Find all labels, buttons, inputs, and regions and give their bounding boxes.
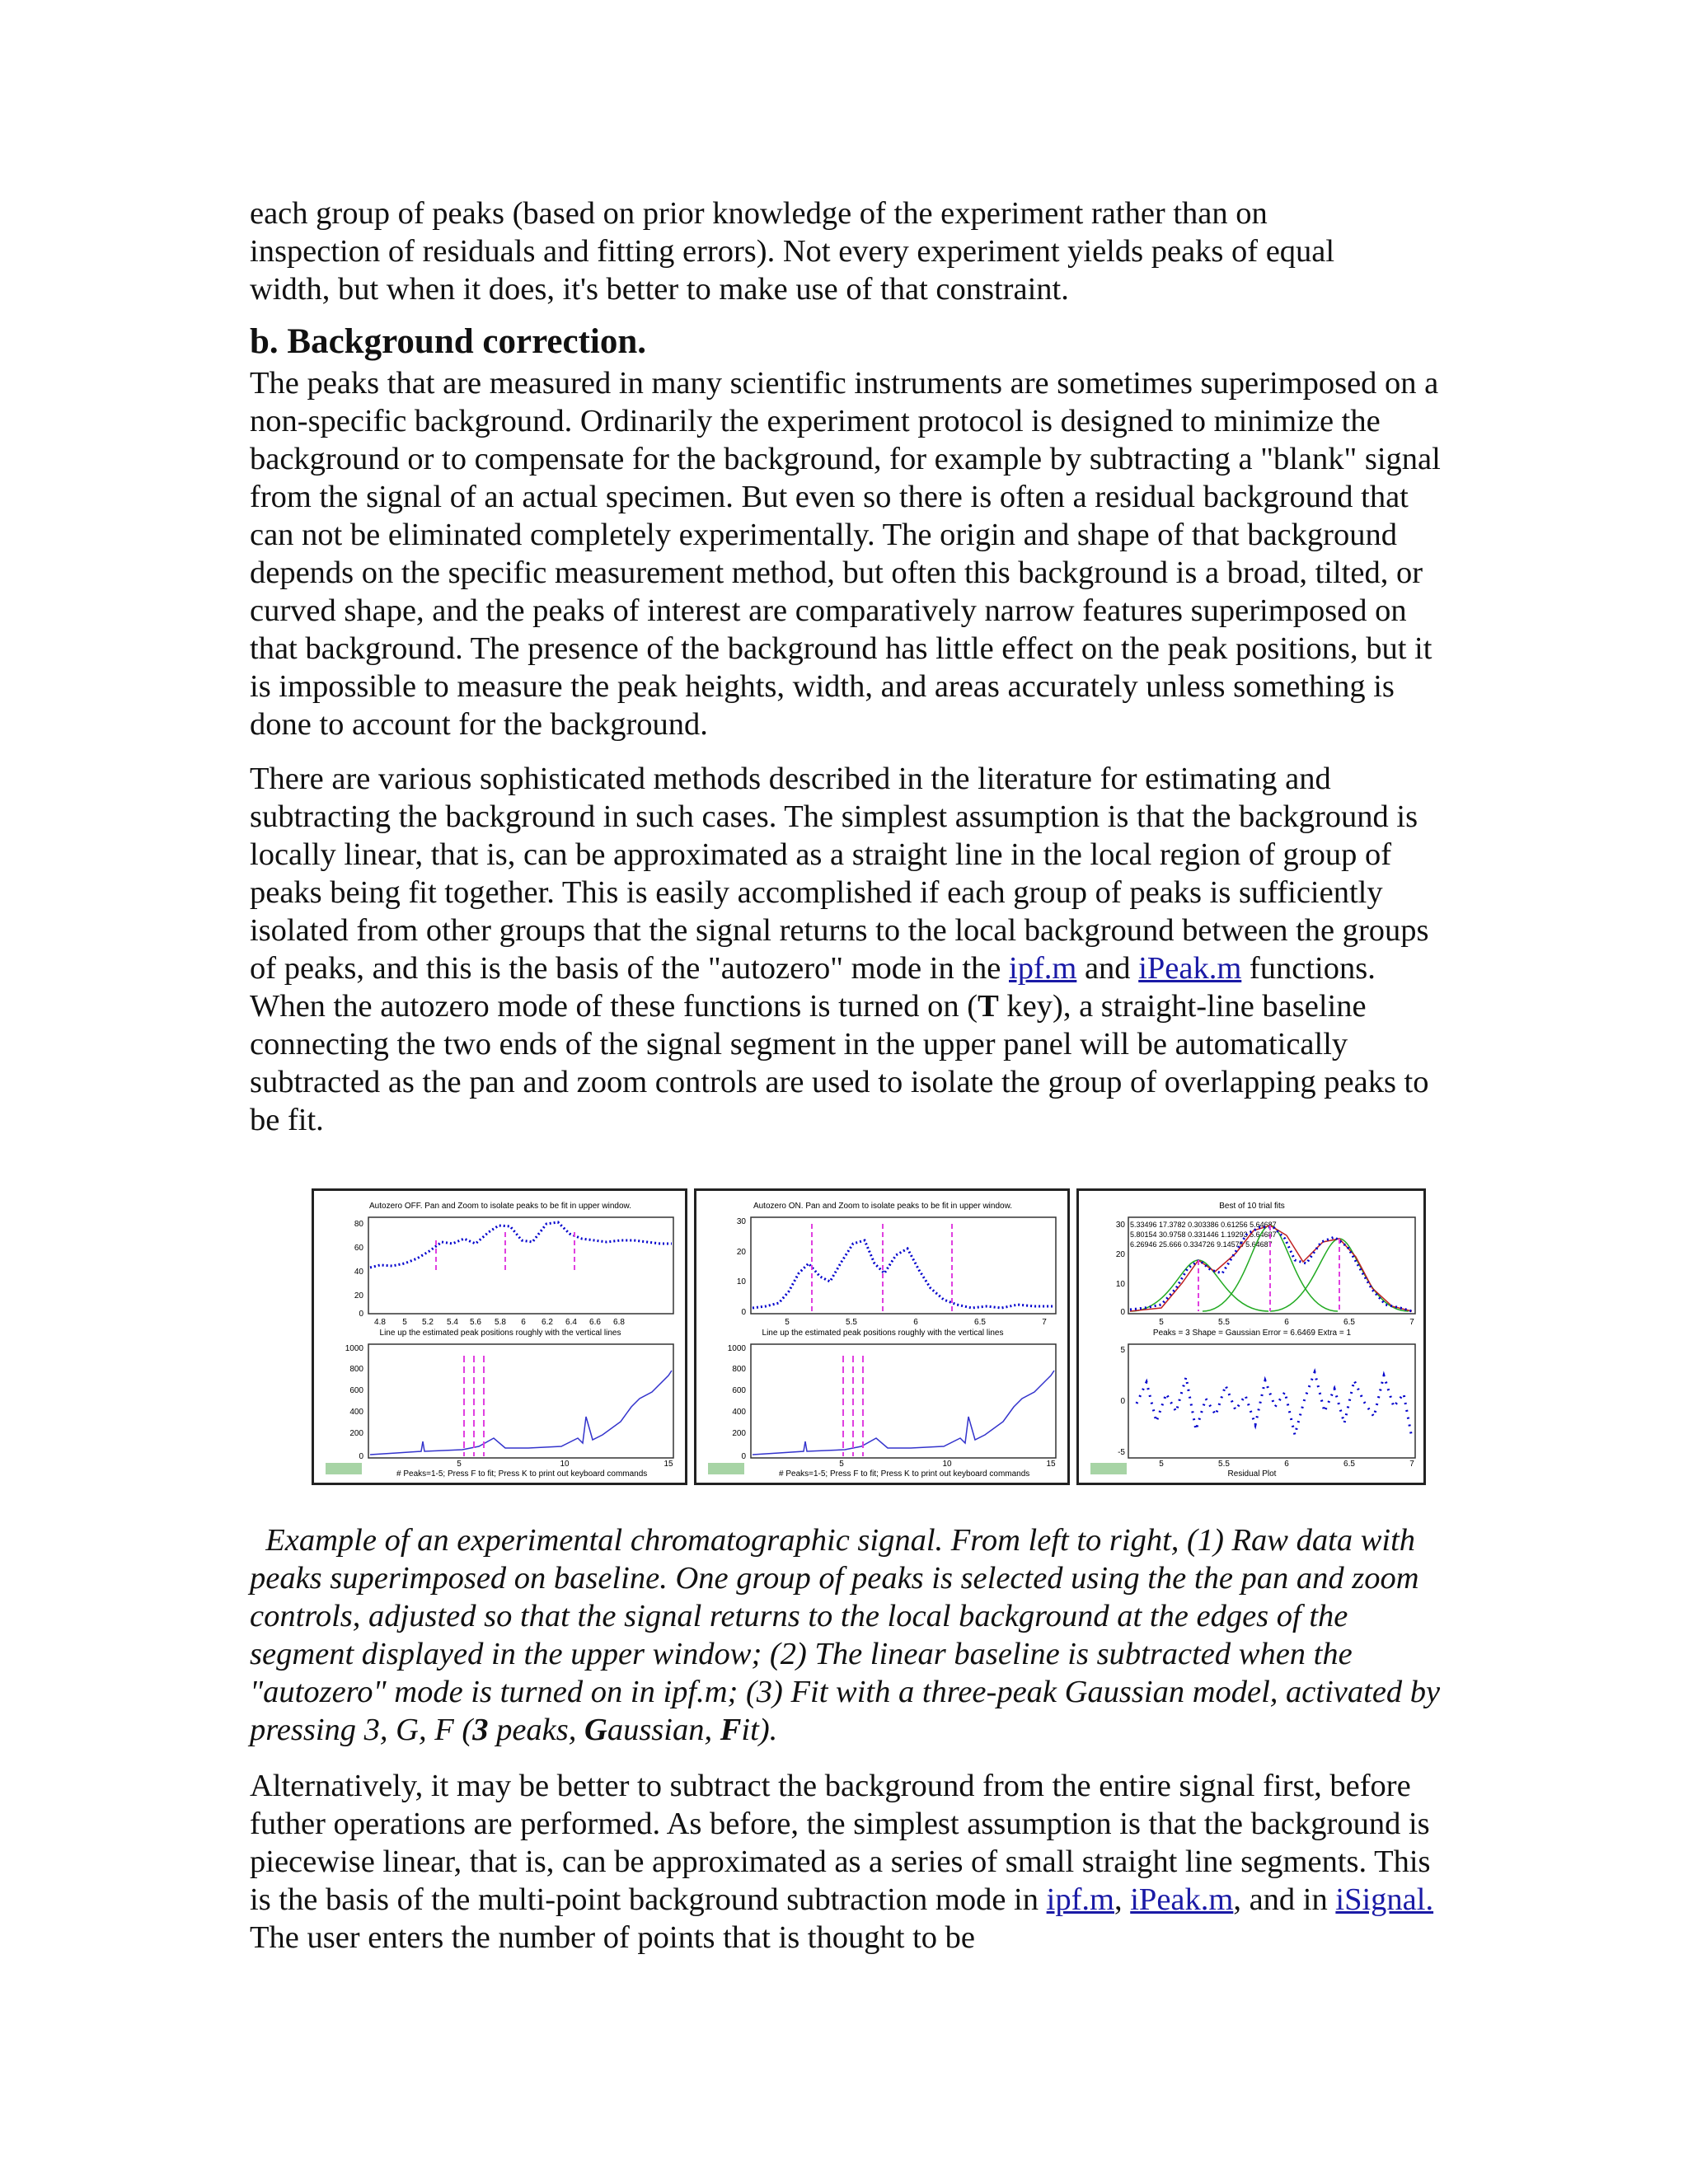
svg-text:5.33496 17.3782 0.303386: 5.33496 17.3782 0.303386 0.61256 5.64687	[1130, 1221, 1277, 1229]
page-body-continued	[250, 1767, 1453, 1957]
t-key: T	[978, 989, 999, 1024]
fit-results-table	[1130, 1221, 1277, 1249]
svg-text:80: 80	[354, 1220, 363, 1229]
fit-status-line: Peaks = 3 Shape = Gaussian Error = 6.6469 Extra = 1	[1152, 1329, 1352, 1338]
svg-text:20: 20	[1115, 1250, 1125, 1259]
svg-text:5.6: 5.6	[470, 1318, 481, 1327]
svg-text:400: 400	[732, 1408, 746, 1417]
upper-y-ticks	[737, 1217, 747, 1317]
svg-text:5: 5	[457, 1460, 462, 1469]
lower-x-ticks	[1159, 1460, 1414, 1469]
svg-text:6.5: 6.5	[974, 1318, 986, 1327]
svg-text:0: 0	[741, 1308, 746, 1317]
panel-title: Autozero ON. Pan and Zoom to isolate peaks to be fit in upper window.	[753, 1202, 1013, 1211]
svg-text:0: 0	[1120, 1308, 1125, 1317]
ipeak-link-2[interactable]: iPeak.m	[1130, 1882, 1234, 1917]
baseline-corrected-signal	[753, 1240, 1053, 1308]
svg-text:60: 60	[354, 1244, 363, 1253]
upper-x-ticks	[785, 1318, 1047, 1327]
svg-text:5: 5	[785, 1318, 790, 1327]
svg-text:6.8: 6.8	[613, 1318, 625, 1327]
upper-x-ticks	[374, 1318, 625, 1327]
residual-points	[1137, 1372, 1412, 1438]
upper-y-ticks	[354, 1220, 364, 1319]
svg-text:10: 10	[1115, 1280, 1125, 1289]
lower-y-ticks	[345, 1344, 364, 1461]
upper-plot-frame	[368, 1217, 673, 1314]
svg-text:10: 10	[560, 1460, 570, 1469]
segment-markers	[843, 1356, 863, 1456]
svg-text:5.2: 5.2	[422, 1318, 434, 1327]
svg-text:6: 6	[521, 1318, 526, 1327]
svg-text:15: 15	[1046, 1460, 1056, 1469]
ipeak-link[interactable]: iPeak.m	[1138, 951, 1242, 986]
svg-text:15: 15	[663, 1460, 673, 1469]
lower-y-ticks	[728, 1344, 747, 1461]
lower-x-ticks	[839, 1460, 1056, 1469]
lower-x-ticks	[457, 1460, 673, 1469]
paragraph-autozero: There are various sophisticated methods described in the literature for estimating and subtracting the background in such cases. The simplest assumption is that the background is locally linear, that is, can be approximated as a straight line in the local region of group of peaks being fit together. This is easily accomplished if each group of peaks is sufficiently isolated from other groups that the signal returns to the local background between the groups of peaks, and this is the basis of the "autozero" mode in the ipf.m and iPeak.m functions. When the autozero mode of these functions is turned on (T key), a straight-line baseline connecting the two ends of the signal segment in the upper panel will be automatically subtracted as the pan and zoom controls are used to isolate the group of overlapping peaks to be fit.	[250, 762, 1429, 1137]
svg-text:0: 0	[359, 1452, 363, 1461]
panel-title: Best of 10 trial fits	[1219, 1202, 1285, 1211]
raw-signal	[370, 1222, 672, 1268]
svg-text:7: 7	[1409, 1460, 1414, 1469]
figure-caption: Example of an experimental chromatographic signal. From left to right, (1) Raw data with peaks superimposed on baseline. One group of peaks is selected using the the pan and zoom controls, adjusted so that the signal returns to the local background at the edges of the segment displayed in the upper window; (2) The linear baseline is subtracted when the "autozero" mode is turned on in ipf.m; (3) Fit with a three-peak Gaussian model, activated by pressing 3, G, F (3 peaks, Gaussian, Fit).	[250, 1523, 1441, 1747]
intro-line-2: inspection of residuals and fitting errors). Not every experiment yields peaks of equal	[250, 234, 1335, 269]
full-signal	[753, 1371, 1054, 1455]
isignal-link[interactable]: iSignal.	[1335, 1882, 1434, 1917]
svg-text:5.4: 5.4	[447, 1318, 458, 1327]
svg-text:600: 600	[732, 1386, 746, 1395]
svg-text:0: 0	[1120, 1397, 1125, 1406]
lower-y-ticks	[1118, 1346, 1125, 1457]
svg-text:6.6: 6.6	[589, 1318, 601, 1327]
svg-text:4.8: 4.8	[374, 1318, 386, 1327]
intro-line-1: each group of peaks (based on prior knowledge of the experiment rather than on	[250, 196, 1268, 231]
intro-line-3: width, but when it does, it's better to make use of that constraint.	[250, 272, 1069, 307]
svg-text:6.2: 6.2	[542, 1318, 553, 1327]
figure-panel-autozero-off	[312, 1188, 687, 1485]
svg-text:6: 6	[1284, 1318, 1289, 1327]
svg-text:6.5: 6.5	[1343, 1460, 1355, 1469]
svg-text:5: 5	[1159, 1460, 1164, 1469]
svg-text:200: 200	[732, 1429, 746, 1438]
lower-label: # Peaks=1-5; Press F to fit; Press K to print out keyboard commands	[396, 1469, 648, 1479]
svg-text:30: 30	[736, 1217, 746, 1226]
svg-text:7: 7	[1409, 1318, 1414, 1327]
svg-text:20: 20	[354, 1291, 363, 1301]
svg-text:5: 5	[1159, 1318, 1164, 1327]
upper-x-label: Line up the estimated peak positions roughly with the vertical lines	[379, 1329, 621, 1338]
ipf-link-2[interactable]: ipf.m	[1046, 1882, 1114, 1917]
figure-row	[312, 1188, 1426, 1487]
svg-text:1000: 1000	[345, 1344, 363, 1353]
svg-text:10: 10	[942, 1460, 952, 1469]
svg-text:20: 20	[736, 1248, 746, 1257]
upper-x-label: Line up the estimated peak positions roughly with the vertical lines	[762, 1329, 1004, 1338]
segment-markers	[464, 1356, 484, 1456]
peak-markers	[812, 1224, 952, 1311]
figure-panel-fit	[1076, 1188, 1426, 1485]
page-body	[250, 194, 1453, 1139]
lower-plot-frame	[751, 1344, 1056, 1458]
svg-text:40: 40	[354, 1268, 363, 1277]
ipf-link[interactable]: ipf.m	[1009, 951, 1077, 986]
svg-text:0: 0	[741, 1452, 746, 1461]
svg-text:5.80154 30.9758 0.331446: 5.80154 30.9758 0.331446 1.19293 5.64687	[1130, 1230, 1277, 1239]
svg-text:6.5: 6.5	[1343, 1318, 1355, 1327]
svg-text:6.4: 6.4	[565, 1318, 577, 1327]
status-swatch	[326, 1463, 362, 1474]
svg-text:5.5: 5.5	[846, 1318, 857, 1327]
section-heading: b. Background correction.	[250, 322, 646, 361]
upper-x-ticks	[1159, 1318, 1414, 1327]
paragraph-background-intro: The peaks that are measured in many scientific instruments are sometimes superimposed on a non-specific background. Ordinarily the experiment protocol is designed to minimize the background or to compensate for the background, for example by subtracting a "blank" signal from the signal of an actual specimen. But even so there is often a residual background that can not be eliminated completely experimentally. The origin and shape of that background depends on the specific measurement method, but often this background is a broad, tilted, or curved shape, and the peaks of interest are comparatively narrow features superimposed on that background. The presence of the background has little effect on the peak positions, but it is impossible to measure the peak heights, width, and areas accurately unless something is done to account for the background.	[250, 366, 1441, 742]
status-swatch	[1090, 1463, 1127, 1474]
upper-y-ticks	[1116, 1221, 1126, 1317]
svg-text:0: 0	[359, 1310, 363, 1319]
svg-text:400: 400	[349, 1408, 363, 1417]
svg-text:5: 5	[839, 1460, 844, 1469]
lower-label: Residual Plot	[1227, 1469, 1277, 1479]
svg-text:30: 30	[1115, 1221, 1125, 1230]
svg-text:800: 800	[349, 1365, 363, 1374]
svg-text:6.26946 25.666 0.334726: 6.26946 25.666 0.334726 9.14575 5.64687	[1130, 1240, 1273, 1249]
full-signal	[370, 1371, 672, 1455]
svg-text:5.5: 5.5	[1218, 1318, 1230, 1327]
lower-plot-frame	[368, 1344, 673, 1458]
svg-text:5.5: 5.5	[1218, 1460, 1230, 1469]
panel-title: Autozero OFF. Pan and Zoom to isolate peaks to be fit in upper window.	[369, 1202, 631, 1211]
svg-text:6: 6	[913, 1318, 918, 1327]
lower-label: # Peaks=1-5; Press F to fit; Press K to print out keyboard commands	[779, 1469, 1030, 1479]
svg-text:200: 200	[349, 1429, 363, 1438]
svg-text:10: 10	[736, 1277, 746, 1286]
svg-text:7: 7	[1042, 1318, 1047, 1327]
figure-panel-autozero-on	[694, 1188, 1070, 1485]
svg-text:5.8: 5.8	[495, 1318, 506, 1327]
svg-text:800: 800	[732, 1365, 746, 1374]
status-swatch	[708, 1463, 744, 1474]
svg-text:5: 5	[402, 1318, 407, 1327]
svg-text:5: 5	[1120, 1346, 1125, 1355]
svg-text:6: 6	[1284, 1460, 1289, 1469]
peak-markers	[436, 1232, 574, 1273]
svg-text:600: 600	[349, 1386, 363, 1395]
svg-text:-5: -5	[1118, 1448, 1125, 1457]
upper-plot-frame	[751, 1217, 1056, 1314]
paragraph-multipoint: Alternatively, it may be better to subtract the background from the entire signal first, before futher operations are performed. As before, the simplest assumption is that the background is piecewise linear, that is, can be approximated as a series of small straight line segments. This is the basis of the multi-point background subtraction mode in ipf.m, iPeak.m, and in iSignal. The user enters the number of points that is thought to be	[250, 1769, 1434, 1955]
svg-text:1000: 1000	[727, 1344, 746, 1353]
